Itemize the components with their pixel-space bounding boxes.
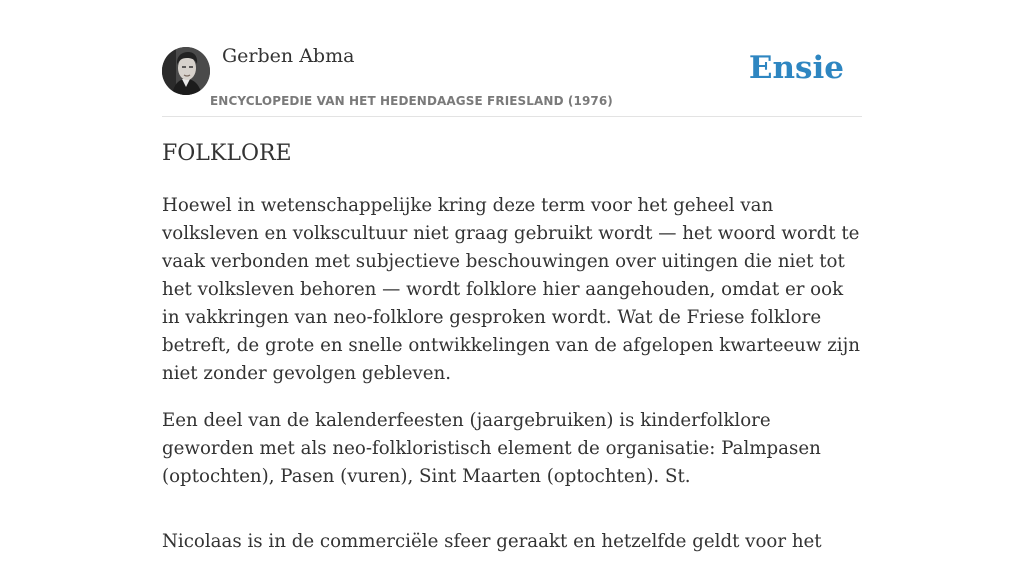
author-name[interactable]: Gerben Abma [222, 45, 355, 67]
brand-logo[interactable]: Ensie [748, 50, 844, 86]
article-page [162, 0, 862, 552]
paragraph: Een deel van de kalenderfeesten (jaargebruiken) is kinderfolklore geworden met als neo-folkloristisch element de organisatie: Palmpasen (optochten), Pasen (vuren), Sint Maarten (optochten). St. [162, 410, 821, 487]
page-title: FOLKLORE [162, 141, 292, 166]
paragraph: Hoewel in wetenschappelijke kring deze term voor het geheel van volksleven en volkscultuur niet graag gebruikt wordt — het woord wordt te vaak verbonden met subjectieve beschouwingen over uitingen die niet tot het volksleven behoren — wordt folklore hier aangehouden, omdat er ook in vakkringen van neo-folklore gesproken wordt. Wat de Friese folklore betreft, de grote en snelle ontwikkelingen van de afgelopen kwarteeuw zijn niet zonder gevolgen gebleven. [162, 195, 860, 384]
avatar[interactable] [162, 47, 210, 95]
author-portrait-icon [162, 47, 210, 95]
article-body [162, 192, 862, 575]
article-header [162, 0, 862, 117]
source-title[interactable]: ENCYCLOPEDIE VAN HET HEDENDAAGSE FRIESLAND (1976) [210, 94, 613, 108]
paragraph: Nicolaas is in de commerciële sfeer geraakt en hetzelfde geldt voor het [162, 531, 822, 552]
